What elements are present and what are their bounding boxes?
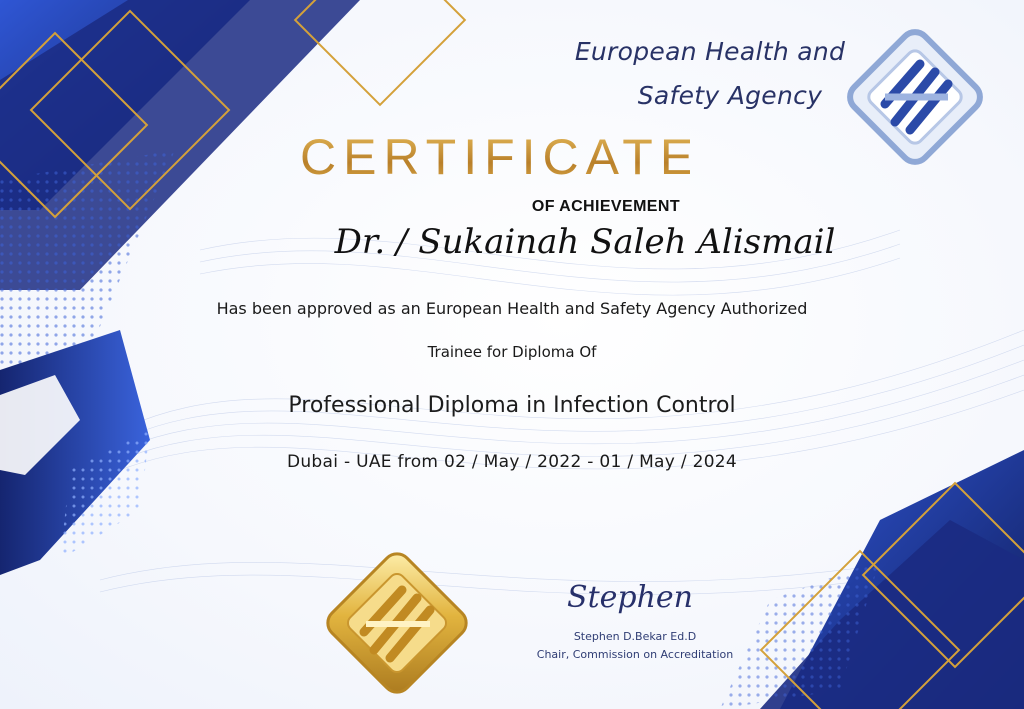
agency-name-line1: European Health and <box>574 37 846 66</box>
agency-logo-icon <box>840 22 990 172</box>
signer-name: Stephen D.Bekar Ed.D <box>573 630 697 643</box>
agency-name-line2: Safety Agency <box>637 81 823 110</box>
signature: Stephen <box>567 580 693 615</box>
agency-name <box>560 30 860 118</box>
left-geometric-shapes <box>0 0 465 575</box>
signer-title: Chair, Commission on Accreditation <box>536 648 734 661</box>
right-geometric-shapes <box>720 450 1024 709</box>
certificate-subtitle: OF ACHIEVEMENT <box>531 198 680 215</box>
certificate-title: CERTIFICATE <box>300 129 701 185</box>
location-dates: Dubai - UAE from 02 / May / 2022 - 01 / May / 2024 <box>286 452 738 472</box>
gold-seal-icon <box>322 548 472 698</box>
approval-statement: Has been approved as an European Health and Safety Agency Authorized <box>216 299 808 318</box>
diploma-title: Professional Diploma in Infection Control <box>288 393 736 418</box>
trainee-statement: Trainee for Diploma Of <box>427 343 597 361</box>
recipient-name: Dr. / Sukainah Saleh Alismail <box>334 222 836 262</box>
